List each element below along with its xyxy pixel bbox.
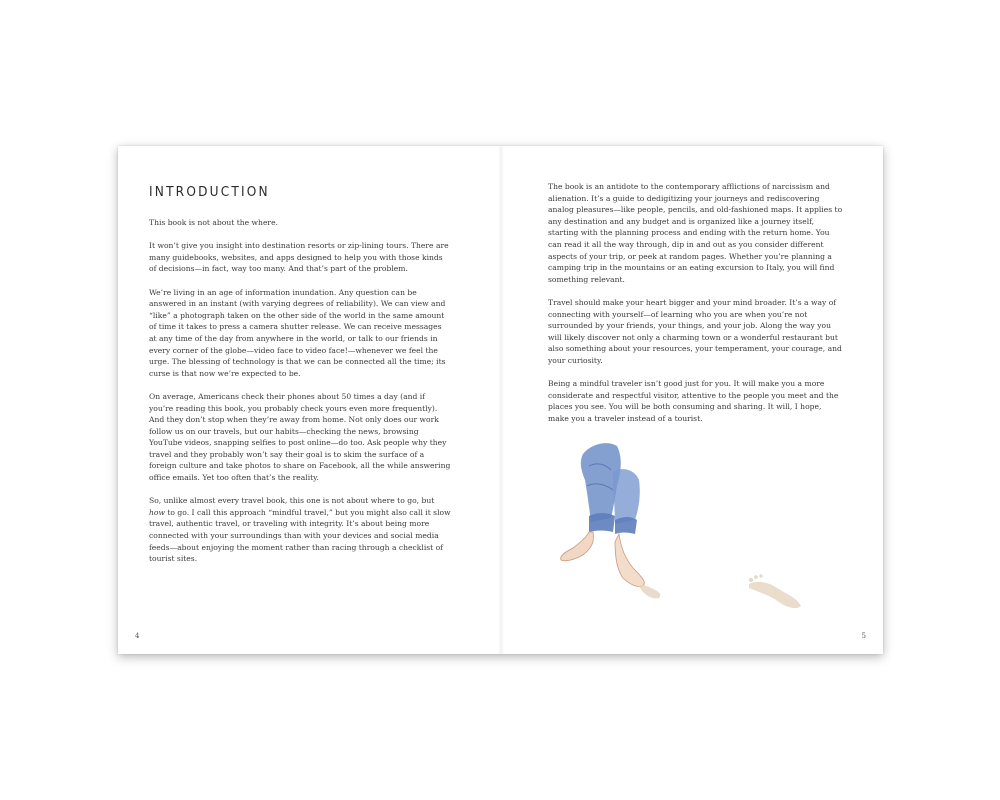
paragraph: This book is not about the where. <box>149 218 278 227</box>
paragraph: We’re living in an age of information inundation. Any question can be answered in an instant (with varying degrees of reliability). We can view and “like” a photograph taken on the other side of the world in the same amount of time it takes to press a camera shutter release. We can receive messages at any time of the day from anywhere in the world, or talk to our friends in every corner of the globe—video face to video face!—whenever we feel the urge. The blessing of technology is that we can be connected all the time; its curse is that now we’re expected to be. <box>149 287 446 378</box>
page-number: 4 <box>135 632 140 640</box>
paragraph: On average, Americans check their phones about 50 times a day (and if you’re reading this book, you probably check yours even more frequently). And they don’t stop when they’re away from home. Not only does our work follow us on our travels, but our habits—checking the news, browsing YouTube videos, snapping selfies to post online—do too. Ask people why they travel and they probably won’t say their goal is to skim the surface of a foreign culture and take photos to share on Facebook, all the while answering office emails. Yet too often that’s the reality. <box>149 391 451 483</box>
paragraph: It won’t give you insight into destination resorts or zip-lining tours. There are many guidebooks, websites, and apps designed to help you with those kinds of decisions—in fact, way too many. And that’s part of the problem. <box>149 241 449 274</box>
paragraph: The book is an antidote to the contemporary afflictions of narcissism and alienation. It’s a guide to dedigitizing your journeys and rediscovering analog pleasures—like people, pencils, and old-fashioned maps. It applies to any destination and any budget and is organized like a journey itself, starting with the planning process and ending with the return home. You can read it all the way through, dip in and out as you consider different aspects of your trip, or peek at random pages. Whether you’re planning a camping trip in the mountains or an eating excursion to Italy, you will find something relevant. <box>548 182 843 284</box>
emphasis-text: how <box>149 507 165 517</box>
chapter-heading: INTRODUCTION <box>149 184 270 200</box>
right-body-text <box>548 181 844 436</box>
page-number: 5 <box>861 632 866 640</box>
left-body-text <box>149 217 451 576</box>
paragraph-text: to go. I call this approach “mindful travel,” but you might also call it slow travel, authentic travel, or traveling with integrity. It’s about being more connected with your surroundings than with your devices and social media feeds—about enjoying the moment rather than racing through a checklist of tourist sites. <box>149 507 451 564</box>
paragraph: Travel should make your heart bigger and your mind broader. It’s a way of connecting with yourself—of learning who you are when you’re not surrounded by your friends, your things, and your job. Along the way you will likely discover not only a charming town or a wonderful restaurant but also something about your resources, your temperament, your courage, and your curiosity. <box>548 297 842 365</box>
paragraph: Being a mindful traveler isn’t good just for you. It will make you a more considerate and respectful visitor, attentive to the people you meet and the places you see. You will be both consuming and sharing. It will, I hope, make you a traveler instead of a tourist. <box>548 379 839 423</box>
paragraph <box>149 495 451 565</box>
left-page <box>118 146 500 654</box>
book-spread <box>118 146 883 654</box>
right-page <box>501 146 883 654</box>
walking-feet-illustration <box>551 436 831 616</box>
paragraph-text: So, unlike almost every travel book, this one is not about where to go, but <box>149 496 435 506</box>
